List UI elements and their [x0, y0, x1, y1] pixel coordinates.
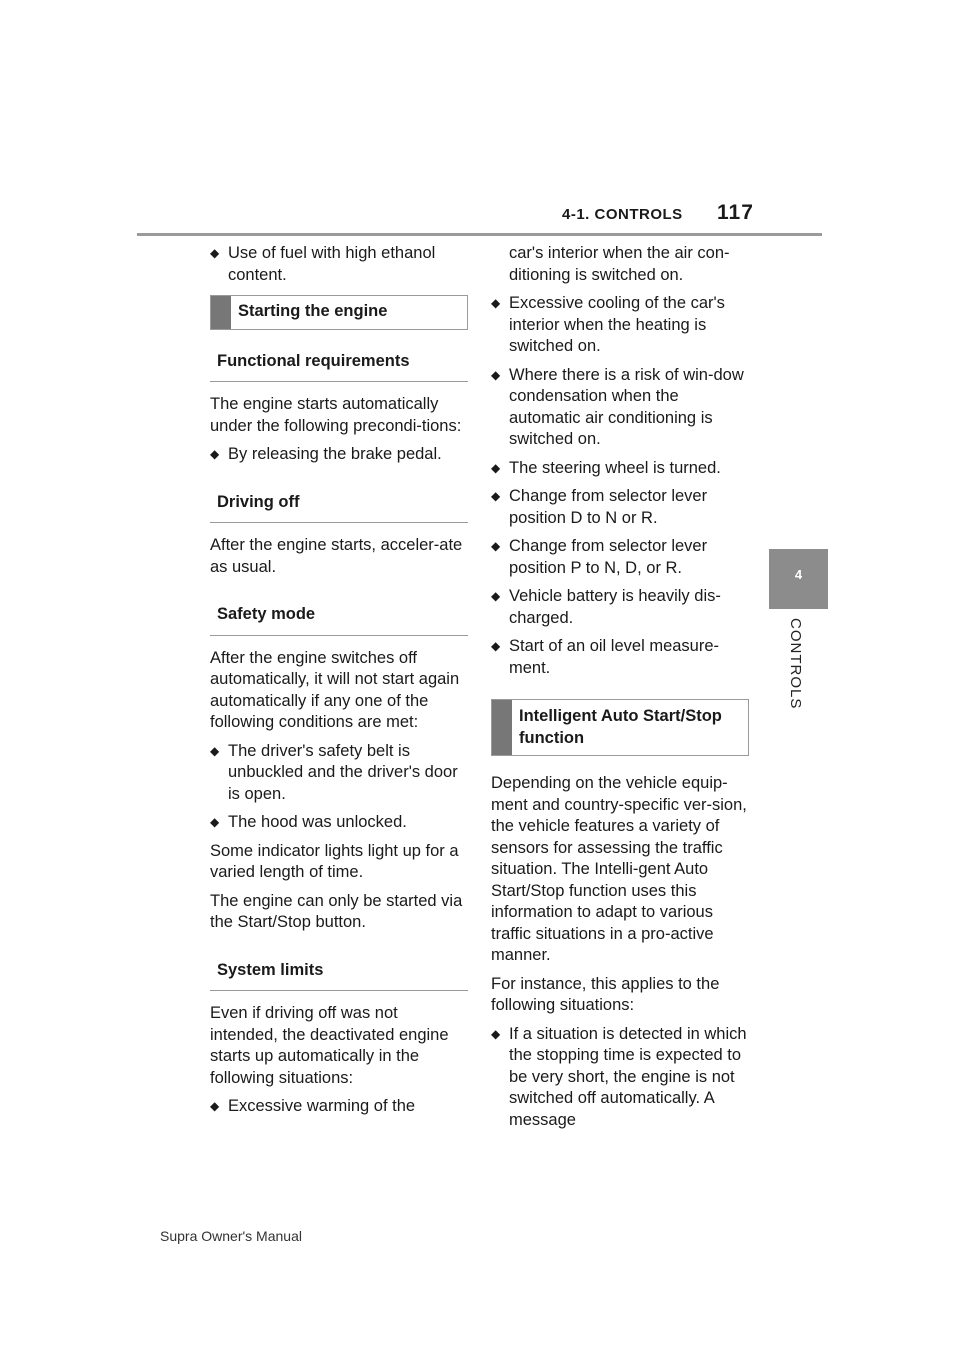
bullet-diamond-icon: ◆ — [491, 639, 501, 653]
bullet-diamond-icon: ◆ — [491, 589, 501, 603]
bullet-diamond-icon: ◆ — [210, 246, 220, 260]
header-rule — [137, 233, 822, 236]
bullet-item: ◆ The steering wheel is turned. — [491, 458, 749, 480]
bullet-diamond-icon: ◆ — [210, 815, 220, 829]
subheading: System limits — [210, 956, 468, 992]
footer-manual-title: Supra Owner's Manual — [160, 1228, 302, 1244]
bullet-diamond-icon: ◆ — [491, 296, 501, 310]
bullet-item: ◆ Change from selector lever position P to N, D, or R. — [491, 537, 708, 577]
heading-bar — [492, 700, 512, 755]
bullet-diamond-icon: ◆ — [491, 489, 501, 503]
bullet-diamond-icon: ◆ — [491, 460, 501, 475]
bullet-item: ◆ The hood was unlocked. — [210, 812, 468, 834]
bullet-diamond-icon: ◆ — [210, 743, 220, 758]
bullet-item: ◆ Excessive cooling of the car's interior when the heating is switched on. — [491, 294, 725, 355]
bullet-diamond-icon: ◆ — [491, 367, 501, 382]
paragraph: Some indicator lights light up for a varied length of time. — [210, 841, 459, 881]
paragraph: After the engine switches off automatically, it will not start again automatically if any one of the following conditions are met: — [210, 648, 460, 731]
chapter-number: 4 — [794, 567, 803, 582]
section-heading-box: Starting the engine — [210, 295, 468, 330]
bullet-diamond-icon: ◆ — [210, 447, 220, 461]
paragraph: For instance, this applies to the following situations: — [491, 974, 720, 1014]
page-number: 117 — [717, 201, 754, 224]
bullet-item: ◆ Start of an oil level measure-ment. — [491, 637, 720, 677]
paragraph: Depending on the vehicle equip-ment and country-specific ver-sion, the vehicle features a variety of sensors for assessing the traffic situation. The Intelli-gent Auto Start/Stop function uses this information to adapt to various traffic situations in a pro-active manner. — [491, 774, 747, 964]
paragraph: The engine can only be started via the Start/Stop button. — [210, 891, 463, 931]
bullet-continuation: car's interior when the air con-ditioning is switched on. — [509, 244, 730, 284]
bullet-diamond-icon: ◆ — [491, 1026, 501, 1041]
subheading: Safety mode — [210, 600, 468, 636]
left-column — [210, 243, 468, 1125]
bullet-item: ◆ Vehicle battery is heavily dis-charged. — [491, 587, 721, 627]
bullet-item: ◆ Where there is a risk of win-dow condensation when the automatic air conditioning is switched on. — [491, 365, 744, 448]
bullet-item: ◆ By releasing the brake pedal. — [210, 444, 468, 466]
bullet-item: ◆ If a situation is detected in which the stopping time is expected to be very short, the engine is not switched off automatically. A message — [491, 1024, 747, 1129]
section-title: 4-1. CONTROLS — [562, 206, 683, 223]
paragraph: After the engine starts, acceler-ate as usual. — [210, 536, 463, 576]
paragraph: Even if driving off was not intended, the deactivated engine starts up automatically in the following situations: — [210, 1004, 449, 1087]
subheading: Functional requirements — [210, 347, 468, 383]
subheading: Driving off — [210, 488, 468, 524]
bullet-item: ◆ The driver's safety belt is unbuckled and the driver's door is open. — [210, 741, 458, 803]
bullet-item: ◆ Use of fuel with high ethanol content. — [210, 244, 436, 284]
bullet-diamond-icon: ◆ — [491, 539, 501, 553]
right-column — [491, 243, 749, 1138]
paragraph: The engine starts automatically under the following precondi-tions: — [210, 395, 462, 435]
chapter-tab — [769, 549, 828, 609]
heading-bar — [211, 296, 231, 329]
bullet-item: ◆ Change from selector lever position D to N or R. — [491, 487, 708, 527]
bullet-diamond-icon: ◆ — [210, 1099, 220, 1113]
bullet-item: ◆ Excessive warming of the — [210, 1096, 468, 1118]
chapter-label: CONTROLS — [787, 618, 804, 710]
section-heading-box: Intelligent Auto Start/Stop function — [491, 699, 749, 756]
